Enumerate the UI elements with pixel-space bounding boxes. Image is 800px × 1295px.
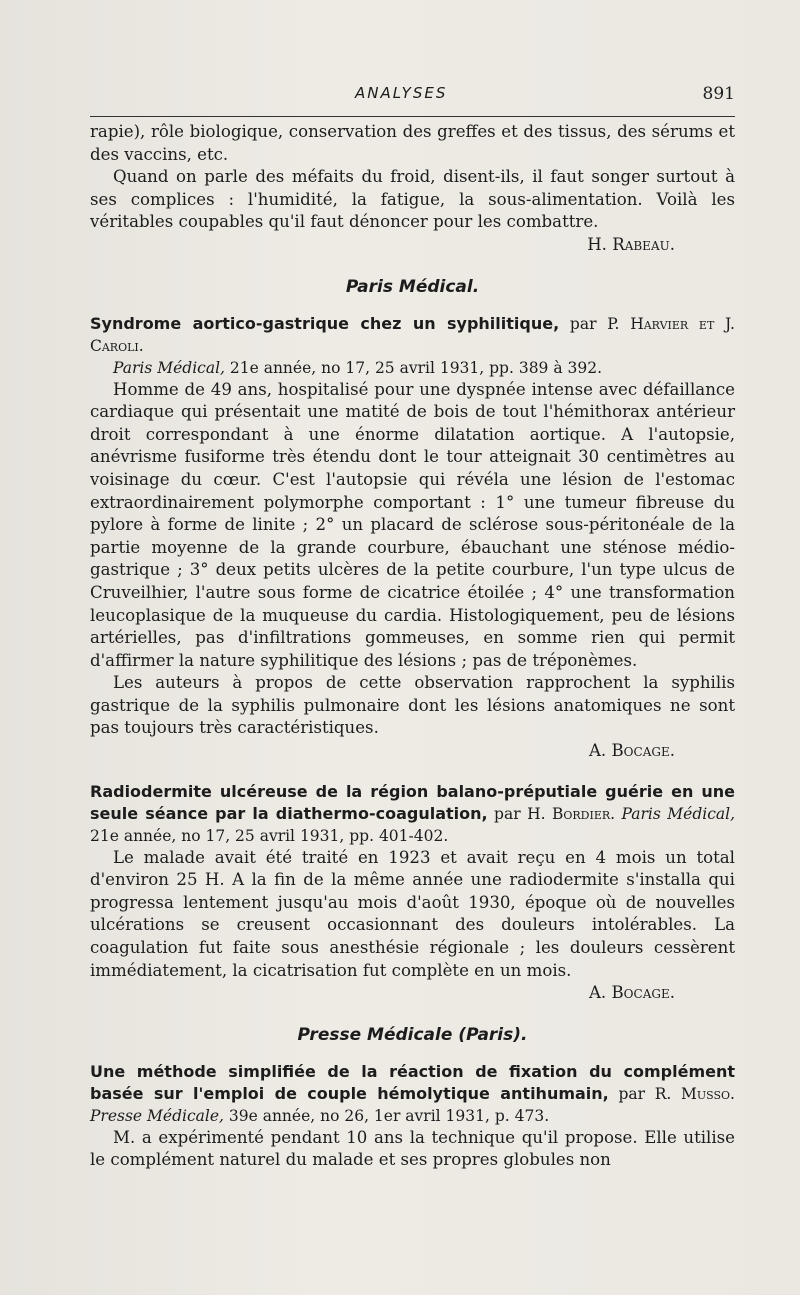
entry-paragraph-2: Les auteurs à propos de cette observation rapprochent la syphilis gastrique de la syphilis pulmonaire dont les lésions anatomiques ne sont pas toujours très caractéristiques. bbox=[90, 673, 735, 738]
running-title: ANALYSES bbox=[355, 84, 448, 102]
entry-title: Une méthode simplifiée de la réaction de fixation du complément basée sur l'emploi de couple hémolytique antihumain, bbox=[90, 1061, 735, 1103]
page-header bbox=[90, 84, 735, 108]
entry-title: Radiodermite ulcéreuse de la région balano-préputiale guérie en une seule séance par la diathermo-coagulation, bbox=[90, 781, 735, 823]
entry-by: par bbox=[618, 1084, 646, 1103]
entry-reference: 21e année, no 17, 25 avril 1931, pp. 401-402. bbox=[90, 826, 449, 845]
entry-heading-methode bbox=[90, 1061, 735, 1127]
entry-paragraph-1: Le malade avait été traité en 1923 et avait reçu en 4 mois un total d'environ 25 H. A la fin de la même année une radiodermite s'installa qui progressa lentement jusqu'au mois d'août 1930, époque où de nouvelles ulcérations se creusent occasionnant des douleurs intolérables. La coagulation fut faite sous anesthésie régionale ; les douleurs cessèrent immédiatement, la cicatrisation fut complète en un mois. bbox=[90, 847, 735, 980]
entry-authors: H. Bordier. bbox=[527, 804, 616, 823]
entry-by: par bbox=[494, 804, 521, 823]
entry-authors: R. Musso. bbox=[654, 1084, 735, 1103]
entry-paragraph-1: Homme de 49 ans, hospitalisé pour une dyspnée intense avec défaillance cardiaque qui présentait une matité de bois de tout l'hémithorax antérieur droit correspondant à une énorme dilatation aortique. A l'autopsie, anévrisme fusiforme très étendu dont le tour atteignait 30 centimètres au voisinage du cœur. C'est l'autopsie qui révéla une lésion de l'estomac extraordinairement polymorphe comportant : 1° une tumeur fibreuse du pylore à forme de linite ; 2° un placard de sclérose sous-péritonéale de la partie moyenne de la grande courbure, ébauchant une sténose médio-gastrique ; 3° deux petits ulcères de la petite courbure, l'un type ulcus de Cruveilhier, l'autre sous forme de cicatrice étoilée ; 4° une transformation leucoplasique de la muqueuse du cardia. Histologiquement, peu de lésions artérielles, pas d'infiltrations gommeuses, en somme rien qui permit d'affirmer la nature syphilitique des lésions ; pas de tréponèmes. bbox=[90, 379, 735, 670]
entry-reference: 21e année, no 17, 25 avril 1931, pp. 389 à 392. bbox=[229, 358, 603, 377]
intro-paragraph-2: Quand on parle des méfaits du froid, disent-ils, il faut songer surtout à ses complices : l'humidité, la fatigue, la sous-alimentation. Voilà les véritables coupables qu'il faut dénoncer pour les combattre. bbox=[90, 167, 735, 232]
entry-source: Paris Médical, bbox=[621, 804, 736, 823]
intro-signature: H. Rabeau. bbox=[587, 234, 675, 254]
entry-heading-syndrome bbox=[90, 313, 735, 379]
entry-signature: A. Bocage. bbox=[588, 983, 675, 1003]
entry-source: Presse Médicale, bbox=[90, 1106, 224, 1125]
entry-title: Syndrome aortico-gastrique chez un syphilitique, bbox=[90, 313, 560, 333]
entry-signature: A. Bocage. bbox=[588, 741, 675, 761]
page-number: 891 bbox=[702, 84, 735, 104]
intro-paragraph-1: rapie), rôle biologique, conservation des greffes et des tissus, des sérums et des vaccins, etc. bbox=[90, 122, 735, 164]
entry-reference: 39e année, no 26, 1er avril 1931, p. 473. bbox=[228, 1106, 550, 1125]
entry-by: par bbox=[569, 314, 597, 333]
entry-authors: P. Harvier et J. Caroli. bbox=[90, 314, 735, 355]
header-rule bbox=[90, 116, 735, 117]
journal-heading-paris-medical: Paris Médical. bbox=[345, 276, 480, 297]
journal-heading-presse-medicale: Presse Médicale (Paris). bbox=[297, 1024, 528, 1045]
page-content bbox=[90, 121, 735, 1172]
entry-heading-radiodermite bbox=[90, 781, 735, 847]
entry-source: Paris Médical, bbox=[113, 358, 225, 377]
entry-paragraph-1: M. a expérimenté pendant 10 ans la technique qu'il propose. Elle utilise le complément naturel du malade et ses propres globules non bbox=[90, 1127, 735, 1170]
